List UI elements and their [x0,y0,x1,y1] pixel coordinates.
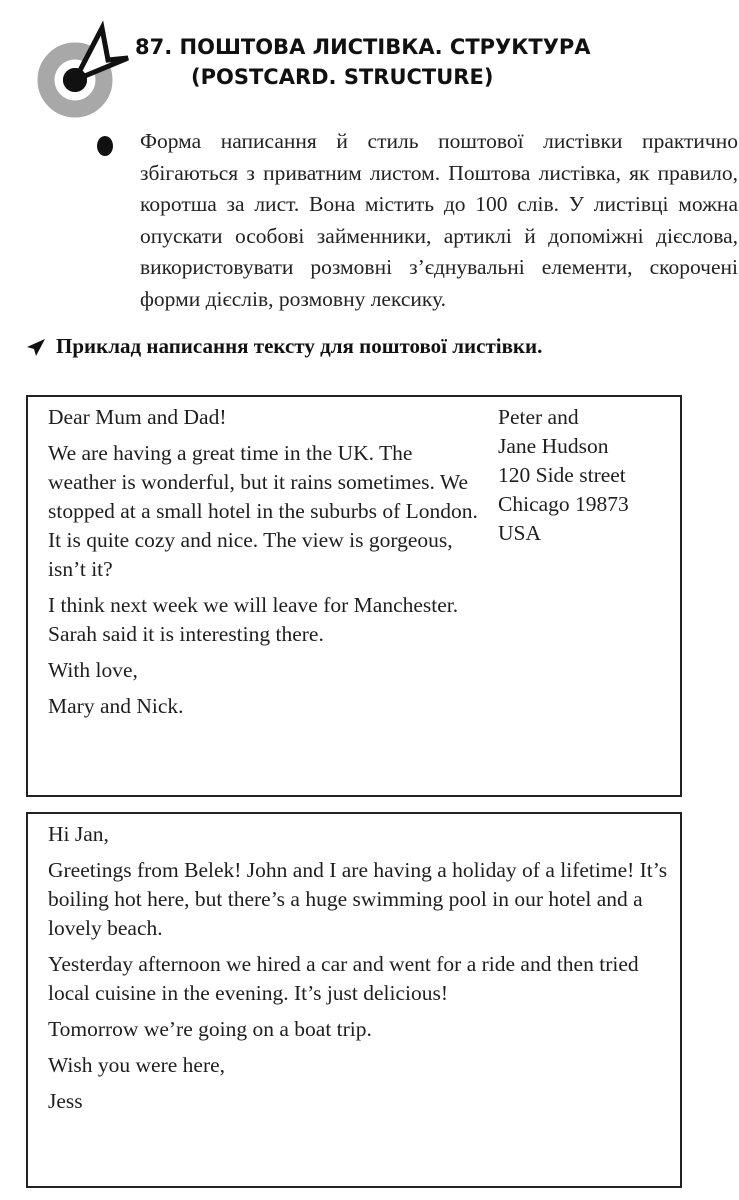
postcard-2-message [48,820,668,1123]
postcard-2-paragraph: Tomorrow we’re going on a boat trip. [48,1017,372,1041]
intro-paragraph: Форма написання й стиль поштової листівки практично збігаються з приватним листом. Поштова листівка, як правило, коротша за лист. Вона містить до 100 слів. У листівці можна опускати особові займенники, артиклі й допоміжні дієслова, використовувати розмовні з’єднувальні елементи, скорочені форми дієслів, розмовну лексику. [140,129,738,311]
postcard-2-paragraph: Yesterday afternoon we hired a car and went for a ride and then tried local cuisine in the evening. It’s just delicious! [48,952,639,1005]
pointer-arrow-icon [26,337,46,357]
bullet-icon [97,136,113,156]
postcard-1-address [498,403,629,548]
postcard-example-1 [26,395,682,797]
postcard-2-signature: Jess [48,1089,83,1113]
postcard-1-greeting: Dear Mum and Dad! [48,405,227,429]
example-heading-text: Приклад написання тексту для поштової листівки. [56,334,543,358]
example-heading [26,334,542,359]
address-line: Chicago 19873 [498,492,629,516]
address-line: Jane Hudson [498,434,609,458]
target-arrow-icon [30,20,130,120]
postcard-2-closing: Wish you were here, [48,1053,226,1077]
postcard-example-2 [26,812,682,1188]
postcard-1-closing: With love, [48,658,138,682]
postcard-1-paragraph: We are having a great time in the UK. The weather is wonderful, but it rains sometimes. We stopped at a small hotel in the suburbs of London. It is quite cozy and nice. The view is gorgeous, isn’t it? [48,441,478,581]
section-number: 87. [135,35,173,59]
section-title [135,32,591,92]
postcard-1-message [48,403,478,728]
postcard-1-paragraph: I think next week we will leave for Manchester. Sarah said it is interesting there. [48,593,459,646]
section-title-en: (POSTCARD. STRUCTURE) [191,65,494,89]
address-line: Peter and [498,405,579,429]
section-title-ua: ПОШТОВА ЛИСТІВКА. СТРУКТУРА [179,35,591,59]
postcard-2-greeting: Hi Jan, [48,822,109,846]
address-line: 120 Side street [498,463,626,487]
postcard-1-signature: Mary and Nick. [48,694,184,718]
postcard-2-paragraph: Greetings from Belek! John and I are having a holiday of a lifetime! It’s boiling hot here, but there’s a huge swimming pool in our hotel and a lovely beach. [48,858,668,940]
address-line: USA [498,521,542,545]
